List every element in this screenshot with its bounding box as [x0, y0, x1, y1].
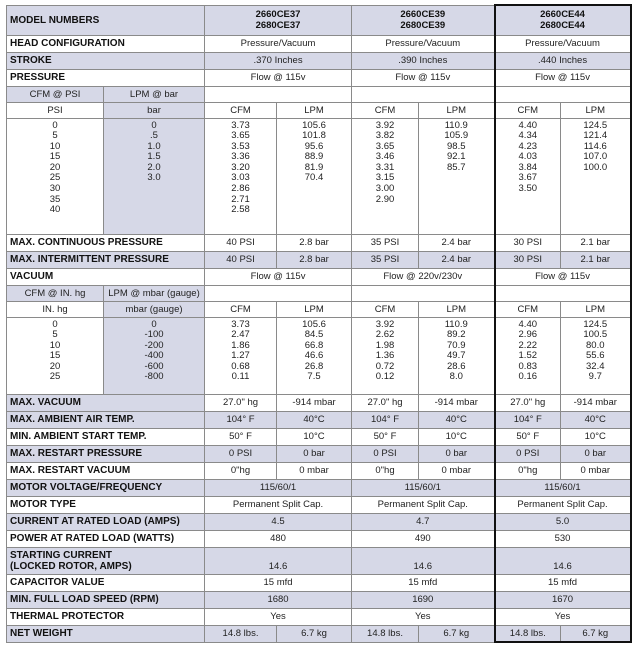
capacitor-value-3: 15 mfd	[495, 574, 631, 591]
bar-values: 0 .5 1.0 1.5 2.0 3.0	[104, 118, 205, 234]
motor-voltage-row	[7, 479, 631, 496]
pressure-unit-header-row	[7, 86, 631, 102]
min-full-load-speed-row	[7, 591, 631, 608]
inhg-header: IN. hg	[7, 301, 104, 317]
vacuum-blank-1	[205, 285, 352, 301]
cfm-at-psi-header: CFM @ PSI	[7, 86, 104, 102]
power-rated-load-3: 530	[495, 530, 631, 547]
thermal-protector-3: Yes	[495, 608, 631, 625]
stroke-value-3: .440 Inches	[495, 52, 631, 69]
pressure-blank-2	[352, 86, 495, 102]
max-restart-pressure-3: 0 PSI	[352, 445, 419, 462]
starting-current-label: STARTING CURRENT (LOCKED ROTOR, AMPS)	[7, 547, 205, 574]
pressure-cfm-values-1: 3.73 3.65 3.53 3.36 3.20 3.03 2.86 2.71 2.58	[205, 118, 277, 234]
vacuum-cfm-header-2: CFM	[352, 301, 419, 317]
min-ambient-start-temp-5: 50° F	[495, 428, 561, 445]
max-continuous-pressure-3: 35 PSI	[352, 234, 419, 251]
max-ambient-air-temp-2: 40°C	[277, 411, 352, 428]
max-restart-pressure-2: 0 bar	[277, 445, 352, 462]
pressure-cfm-header-2: CFM	[352, 102, 419, 118]
max-continuous-pressure-5: 30 PSI	[495, 234, 561, 251]
min-ambient-start-temp-4: 10°C	[419, 428, 495, 445]
max-restart-vacuum-2: 0 mbar	[277, 462, 352, 479]
starting-current-2: 14.6	[352, 547, 495, 574]
motor-type-1: Permanent Split Cap.	[205, 496, 352, 513]
min-full-load-speed-label: MIN. FULL LOAD SPEED (RPM)	[7, 591, 205, 608]
min-ambient-start-temp-1: 50° F	[205, 428, 277, 445]
inhg-values: 0 5 10 15 20 25	[7, 317, 104, 394]
max-restart-pressure-5: 0 PSI	[495, 445, 561, 462]
min-ambient-start-temp-2: 10°C	[277, 428, 352, 445]
stroke-row	[7, 52, 631, 69]
vacuum-cfm-values-1: 3.73 2.47 1.86 1.27 0.68 0.11	[205, 317, 277, 394]
max-vacuum-3: 27.0" hg	[352, 394, 419, 411]
vacuum-lpm-values-1: 105.6 84.5 66.8 46.6 26.8 7.5	[277, 317, 352, 394]
power-rated-load-label: POWER AT RATED LOAD (WATTS)	[7, 530, 205, 547]
max-continuous-pressure-1: 40 PSI	[205, 234, 277, 251]
stroke-value-1: .370 Inches	[205, 52, 352, 69]
current-rated-load-1: 4.5	[205, 513, 352, 530]
motor-type-2: Permanent Split Cap.	[352, 496, 495, 513]
net-weight-4: 6.7 kg	[419, 625, 495, 642]
pressure-cfm-values-2: 3.92 3.82 3.65 3.46 3.31 3.15 3.00 2.90	[352, 118, 419, 234]
pressure-row	[7, 69, 631, 86]
mbar-values: 0 -100 -200 -400 -600 -800	[104, 317, 205, 394]
max-intermittent-pressure-row	[7, 251, 631, 268]
model-3-bottom: 2680CE44	[540, 20, 585, 32]
model-col-1	[205, 5, 352, 35]
max-continuous-pressure-2: 2.8 bar	[277, 234, 352, 251]
psi-header: PSI	[7, 102, 104, 118]
vacuum-flow-2: Flow @ 220v/230v	[352, 268, 495, 285]
head-configuration-value-2: Pressure/Vacuum	[352, 35, 495, 52]
specifications-table	[6, 4, 632, 643]
current-rated-load-row	[7, 513, 631, 530]
capacitor-value-2: 15 mfd	[352, 574, 495, 591]
capacitor-value-label: CAPACITOR VALUE	[7, 574, 205, 591]
max-restart-vacuum-6: 0 mbar	[561, 462, 631, 479]
max-intermittent-pressure-5: 30 PSI	[495, 251, 561, 268]
max-intermittent-pressure-4: 2.4 bar	[419, 251, 495, 268]
vacuum-lpm-header-1: LPM	[277, 301, 352, 317]
head-configuration-row	[7, 35, 631, 52]
min-ambient-start-temp-label: MIN. AMBIENT START TEMP.	[7, 428, 205, 445]
vacuum-row	[7, 268, 631, 285]
motor-voltage-1: 115/60/1	[205, 479, 352, 496]
net-weight-6: 6.7 kg	[561, 625, 631, 642]
pressure-cfm-header-1: CFM	[205, 102, 277, 118]
vacuum-label: VACUUM	[7, 268, 205, 285]
max-restart-pressure-6: 0 bar	[561, 445, 631, 462]
pressure-lpm-header-2: LPM	[419, 102, 495, 118]
thermal-protector-row	[7, 608, 631, 625]
min-ambient-start-temp-row	[7, 428, 631, 445]
vacuum-data-row	[7, 317, 631, 394]
net-weight-5: 14.8 lbs.	[495, 625, 561, 642]
vacuum-cfm-header-3: CFM	[495, 301, 561, 317]
max-restart-vacuum-3: 0"hg	[352, 462, 419, 479]
min-ambient-start-temp-3: 50° F	[352, 428, 419, 445]
max-restart-pressure-1: 0 PSI	[205, 445, 277, 462]
starting-current-row	[7, 547, 631, 574]
net-weight-3: 14.8 lbs.	[352, 625, 419, 642]
vacuum-lpm-header-2: LPM	[419, 301, 495, 317]
motor-voltage-3: 115/60/1	[495, 479, 631, 496]
max-ambient-air-temp-4: 40°C	[419, 411, 495, 428]
max-continuous-pressure-6: 2.1 bar	[561, 234, 631, 251]
current-rated-load-label: CURRENT AT RATED LOAD (AMPS)	[7, 513, 205, 530]
vacuum-flow-3: Flow @ 115v	[495, 268, 631, 285]
current-rated-load-3: 5.0	[495, 513, 631, 530]
lpm-at-mbar-header: LPM @ mbar (gauge)	[104, 285, 205, 301]
max-vacuum-6: -914 mbar	[561, 394, 631, 411]
psi-values: 0 5 10 15 20 25 30 35 40	[7, 118, 104, 234]
max-restart-pressure-row	[7, 445, 631, 462]
max-ambient-air-temp-3: 104° F	[352, 411, 419, 428]
vacuum-cfm-header-1: CFM	[205, 301, 277, 317]
lpm-at-bar-header: LPM @ bar	[104, 86, 205, 102]
max-restart-vacuum-4: 0 mbar	[419, 462, 495, 479]
pressure-label: PRESSURE	[7, 69, 205, 86]
motor-type-label: MOTOR TYPE	[7, 496, 205, 513]
max-ambient-air-temp-5: 104° F	[495, 411, 561, 428]
net-weight-row	[7, 625, 631, 642]
stroke-value-2: .390 Inches	[352, 52, 495, 69]
bar-header: bar	[104, 102, 205, 118]
max-intermittent-pressure-6: 2.1 bar	[561, 251, 631, 268]
vacuum-cfm-values-3: 4.40 2.96 2.22 1.52 0.83 0.16	[495, 317, 561, 394]
pressure-lpm-values-1: 105.6 101.8 95.6 88.9 81.9 70.4	[277, 118, 352, 234]
vacuum-lpm-header-3: LPM	[561, 301, 631, 317]
model-col-3	[495, 5, 631, 35]
pressure-lpm-header-1: LPM	[277, 102, 352, 118]
power-rated-load-2: 490	[352, 530, 495, 547]
max-vacuum-5: 27.0" hg	[495, 394, 561, 411]
max-vacuum-2: -914 mbar	[277, 394, 352, 411]
cfm-at-inhg-header: CFM @ IN. hg	[7, 285, 104, 301]
max-restart-pressure-4: 0 bar	[419, 445, 495, 462]
head-configuration-value-3: Pressure/Vacuum	[495, 35, 631, 52]
max-intermittent-pressure-3: 35 PSI	[352, 251, 419, 268]
max-intermittent-pressure-2: 2.8 bar	[277, 251, 352, 268]
model-2-bottom: 2680CE39	[400, 20, 446, 31]
vacuum-column-header-row	[7, 301, 631, 317]
pressure-flow-2: Flow @ 115v	[352, 69, 495, 86]
thermal-protector-label: THERMAL PROTECTOR	[7, 608, 205, 625]
vacuum-lpm-values-2: 110.9 89.2 70.9 49.7 28.6 8.0	[419, 317, 495, 394]
capacitor-value-1: 15 mfd	[205, 574, 352, 591]
max-vacuum-row	[7, 394, 631, 411]
max-vacuum-4: -914 mbar	[419, 394, 495, 411]
model-1-top: 2660CE37	[255, 9, 301, 20]
net-weight-2: 6.7 kg	[277, 625, 352, 642]
max-vacuum-1: 27.0" hg	[205, 394, 277, 411]
model-numbers-row	[7, 5, 631, 35]
motor-voltage-2: 115/60/1	[352, 479, 495, 496]
net-weight-1: 14.8 lbs.	[205, 625, 277, 642]
max-restart-pressure-label: MAX. RESTART PRESSURE	[7, 445, 205, 462]
vacuum-blank-2	[352, 285, 495, 301]
model-2-top: 2660CE39	[400, 9, 446, 20]
pressure-lpm-values-3: 124.5 121.4 114.6 107.0 100.0	[561, 118, 631, 234]
max-intermittent-pressure-1: 40 PSI	[205, 251, 277, 268]
motor-voltage-label: MOTOR VOLTAGE/FREQUENCY	[7, 479, 205, 496]
max-ambient-air-temp-row	[7, 411, 631, 428]
pressure-flow-1: Flow @ 115v	[205, 69, 352, 86]
max-intermittent-pressure-label: MAX. INTERMITTENT PRESSURE	[7, 251, 205, 268]
max-ambient-air-temp-6: 40°C	[561, 411, 631, 428]
vacuum-blank-3	[495, 285, 631, 301]
min-full-load-speed-2: 1690	[352, 591, 495, 608]
max-restart-vacuum-5: 0"hg	[495, 462, 561, 479]
vacuum-lpm-values-3: 124.5 100.5 80.0 55.6 32.4 9.7	[561, 317, 631, 394]
thermal-protector-1: Yes	[205, 608, 352, 625]
model-numbers-label: MODEL NUMBERS	[7, 5, 205, 35]
min-ambient-start-temp-6: 10°C	[561, 428, 631, 445]
max-restart-vacuum-row	[7, 462, 631, 479]
model-1-bottom: 2680CE37	[255, 20, 301, 31]
vacuum-flow-1: Flow @ 115v	[205, 268, 352, 285]
model-col-2	[352, 5, 495, 35]
max-continuous-pressure-4: 2.4 bar	[419, 234, 495, 251]
pressure-lpm-header-3: LPM	[561, 102, 631, 118]
net-weight-label: NET WEIGHT	[7, 625, 205, 642]
thermal-protector-2: Yes	[352, 608, 495, 625]
pressure-blank-3	[495, 86, 631, 102]
power-rated-load-1: 480	[205, 530, 352, 547]
motor-type-row	[7, 496, 631, 513]
head-configuration-label: HEAD CONFIGURATION	[7, 35, 205, 52]
max-continuous-pressure-label: MAX. CONTINUOUS PRESSURE	[7, 234, 205, 251]
capacitor-value-row	[7, 574, 631, 591]
starting-current-1: 14.6	[205, 547, 352, 574]
motor-type-3: Permanent Split Cap.	[495, 496, 631, 513]
head-configuration-value-1: Pressure/Vacuum	[205, 35, 352, 52]
pressure-blank-1	[205, 86, 352, 102]
max-ambient-air-temp-label: MAX. AMBIENT AIR TEMP.	[7, 411, 205, 428]
pressure-data-row	[7, 118, 631, 234]
pressure-cfm-values-3: 4.40 4.34 4.23 4.03 3.84 3.67 3.50	[495, 118, 561, 234]
pressure-lpm-values-2: 110.9 105.9 98.5 92.1 85.7	[419, 118, 495, 234]
stroke-label: STROKE	[7, 52, 205, 69]
starting-current-3: 14.6	[495, 547, 631, 574]
model-3-top: 2660CE44	[540, 9, 585, 21]
vacuum-unit-header-row	[7, 285, 631, 301]
pressure-flow-3: Flow @ 115v	[495, 69, 631, 86]
max-continuous-pressure-row	[7, 234, 631, 251]
mbar-header: mbar (gauge)	[104, 301, 205, 317]
max-ambient-air-temp-1: 104° F	[205, 411, 277, 428]
min-full-load-speed-1: 1680	[205, 591, 352, 608]
pressure-column-header-row	[7, 102, 631, 118]
vacuum-cfm-values-2: 3.92 2.62 1.98 1.36 0.72 0.12	[352, 317, 419, 394]
max-restart-vacuum-label: MAX. RESTART VACUUM	[7, 462, 205, 479]
power-rated-load-row	[7, 530, 631, 547]
current-rated-load-2: 4.7	[352, 513, 495, 530]
min-full-load-speed-3: 1670	[495, 591, 631, 608]
max-vacuum-label: MAX. VACUUM	[7, 394, 205, 411]
pressure-cfm-header-3: CFM	[495, 102, 561, 118]
max-restart-vacuum-1: 0"hg	[205, 462, 277, 479]
